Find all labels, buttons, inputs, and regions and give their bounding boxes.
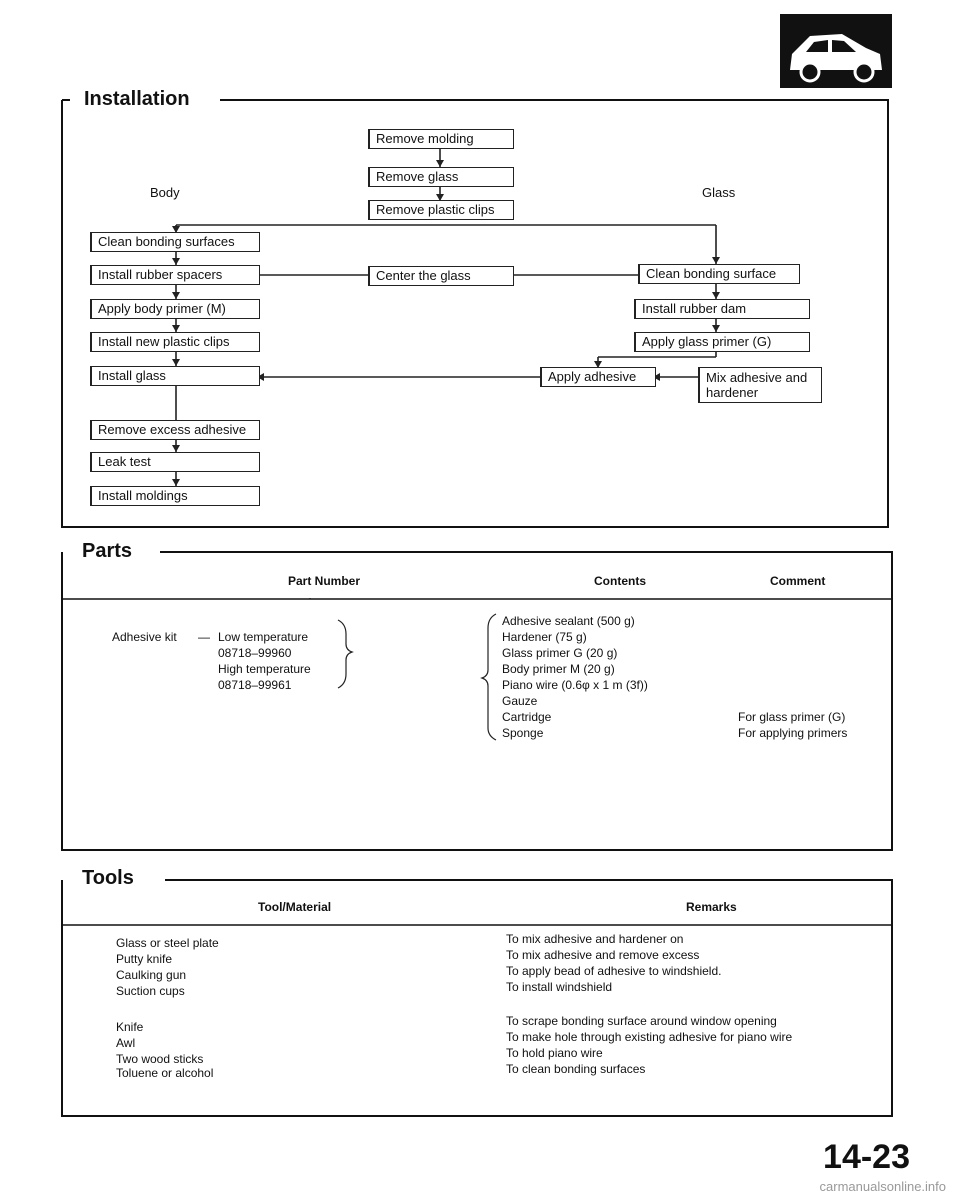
- step-install-moldings: Install moldings: [90, 486, 260, 506]
- contents-item: Gauze: [502, 694, 538, 708]
- adhesive-kit-dash: —: [198, 630, 210, 644]
- tool-item: Glass or steel plate: [116, 936, 219, 950]
- part-line-1: Low temperature: [218, 630, 309, 644]
- part-line-3: High temperature: [218, 662, 311, 676]
- step-install-new-plastic-clips: Install new plastic clips: [90, 332, 260, 352]
- step-apply-body-primer: Apply body primer (M): [90, 299, 260, 319]
- step-remove-plastic-clips: Remove plastic clips: [368, 200, 514, 220]
- contents-item: Piano wire (0.6φ x 1 m (3f)): [502, 678, 648, 692]
- tool-item: Awl: [116, 1036, 136, 1050]
- step-center-the-glass: Center the glass: [368, 266, 514, 286]
- body-label: Body: [150, 185, 180, 200]
- step-remove-molding: Remove molding: [368, 129, 514, 149]
- parts-header-comment: Comment: [770, 574, 826, 588]
- step-clean-bonding-surface: Clean bonding surface: [638, 264, 800, 284]
- step-install-rubber-dam: Install rubber dam: [634, 299, 810, 319]
- step-remove-glass: Remove glass: [368, 167, 514, 187]
- contents-item: Body primer M (20 g): [502, 662, 615, 676]
- step-apply-glass-primer: Apply glass primer (G): [634, 332, 810, 352]
- step-install-glass: Install glass: [90, 366, 260, 386]
- contents-item: Cartridge: [502, 710, 552, 724]
- tools-header-tool: Tool/Material: [258, 900, 332, 914]
- remark-item: To mix adhesive and hardener on: [506, 932, 684, 946]
- parts-header-contents: Contents: [594, 574, 646, 588]
- contents-item: Hardener (75 g): [502, 630, 587, 644]
- remark-item: To install windshield: [506, 980, 613, 994]
- mix-adhesive-line2: hardener: [706, 385, 759, 400]
- tool-item: Suction cups: [116, 984, 185, 998]
- adhesive-kit-label: Adhesive kit: [112, 630, 177, 644]
- contents-item: Adhesive sealant (500 g): [502, 614, 635, 628]
- remark-item: To apply bead of adhesive to windshield.: [506, 964, 722, 978]
- tool-item: Putty knife: [116, 952, 173, 966]
- installation-title: Installation: [78, 88, 200, 111]
- contents-item: Sponge: [502, 726, 544, 740]
- parts-title: Parts: [76, 540, 142, 563]
- step-apply-adhesive: Apply adhesive: [540, 367, 656, 387]
- tool-item: Knife: [116, 1020, 144, 1034]
- tools-title: Tools: [76, 867, 144, 890]
- tool-item: Two wood sticks: [116, 1052, 204, 1066]
- page-number: 14-23: [823, 1138, 910, 1176]
- contents-item: Glass primer G (20 g): [502, 646, 618, 660]
- tool-item: Toluene or alcohol: [116, 1066, 214, 1080]
- step-leak-test: Leak test: [90, 452, 260, 472]
- step-install-rubber-spacers: Install rubber spacers: [90, 265, 260, 285]
- part-line-2: 08718–99960: [218, 646, 292, 660]
- tool-item: Caulking gun: [116, 968, 187, 982]
- mix-adhesive-line1: Mix adhesive and: [706, 370, 808, 385]
- part-line-4: 08718–99961: [218, 678, 292, 692]
- remark-item: To clean bonding surfaces: [506, 1062, 646, 1076]
- step-remove-excess-adhesive: Remove excess adhesive: [90, 420, 260, 440]
- comment-cartridge: For glass primer (G): [738, 710, 846, 724]
- tools-header-remarks: Remarks: [686, 900, 737, 914]
- remark-item: To scrape bonding surface around window opening: [506, 1014, 777, 1028]
- remark-item: To mix adhesive and remove excess: [506, 948, 700, 962]
- step-clean-bonding-surfaces: Clean bonding surfaces: [90, 232, 260, 252]
- glass-label: Glass: [702, 185, 736, 200]
- watermark: carmanualsonline.info: [819, 1179, 946, 1194]
- comment-sponge: For applying primers: [738, 726, 848, 740]
- remark-item: To make hole through existing adhesive for piano wire: [506, 1030, 793, 1044]
- remark-item: To hold piano wire: [506, 1046, 603, 1060]
- parts-header-part-number: Part Number: [288, 574, 361, 588]
